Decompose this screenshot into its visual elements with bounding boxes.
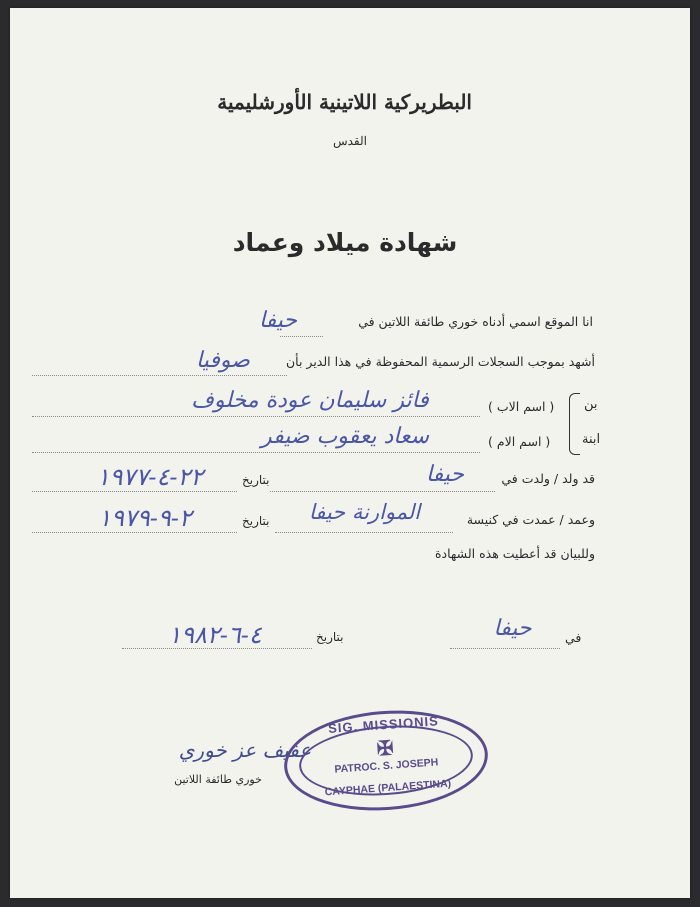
baptized-label: وعمد / عمدت في كنيسة — [466, 512, 595, 527]
church-line — [275, 532, 453, 533]
baptism-date-label: بتاريخ — [242, 514, 270, 528]
born-place-line — [270, 491, 495, 492]
church-name: الموارنة حيفا — [308, 500, 421, 524]
cross-icon: ✠ — [376, 737, 395, 761]
son-label: بن — [584, 397, 598, 412]
mother-name-line — [32, 452, 480, 453]
baptism-date-line — [32, 532, 237, 533]
born-date: ٢٢-٤-١٩٧٧ — [96, 463, 204, 491]
born-date-line — [32, 491, 237, 492]
letterhead-city: القدس — [332, 134, 367, 148]
stamp-middle-text: PATROC. S. JOSEPH — [334, 756, 439, 776]
signature-caption: خوري طائفة اللاتين — [174, 773, 262, 786]
father-label: ( اسم الاب ) — [488, 399, 555, 414]
issue-place-line — [450, 648, 560, 649]
mother-name: سعاد يعقوب ضيفر — [260, 424, 430, 449]
parents-brace — [569, 393, 580, 455]
born-place: حيفا — [425, 462, 465, 487]
priest-statement: انا الموقع اسمي أدناه خوري طائفة اللاتين في — [358, 314, 593, 329]
priest-signature: عفيف عز خوري — [178, 738, 312, 762]
child-name: صوفيا — [196, 348, 250, 373]
mother-label: ( اسم الام ) — [488, 434, 551, 449]
priest-place-line — [280, 336, 323, 337]
letterhead-institution: البطريركية اللاتينية الأورشليمية — [217, 90, 472, 114]
issue-date-label: بتاريخ — [316, 630, 344, 644]
closing-statement: وللبيان قد أعطيت هذه الشهادة — [435, 546, 595, 561]
certificate-page — [10, 8, 690, 898]
attest-statement: أشهد بموجب السجلات الرسمية المحفوظة في هذا الدير بأن — [285, 354, 595, 369]
baptism-date: ٢-٩-١٩٧٩ — [98, 504, 192, 532]
issue-in-label: في — [565, 630, 582, 645]
born-date-label: بتاريخ — [242, 473, 270, 487]
daughter-label: ابنة — [582, 432, 601, 447]
issue-place: حيفا — [493, 616, 532, 641]
stamp-top-text: SIG. MISSIONIS — [327, 713, 440, 736]
certificate-title: شهادة ميلاد وعماد — [232, 228, 458, 257]
born-label: قد ولد / ولدت في — [501, 471, 595, 486]
priest-place: حيفا — [258, 308, 298, 333]
issue-date: ٤-٦-١٩٨٢ — [168, 621, 262, 649]
stamp-bottom-text: CAYPHAE (PALAESTINA) — [324, 777, 452, 799]
father-name-line — [32, 416, 480, 417]
father-name: فائز سليمان عودة مخلوف — [191, 388, 429, 413]
mission-stamp — [281, 704, 491, 817]
child-name-line — [32, 375, 287, 376]
